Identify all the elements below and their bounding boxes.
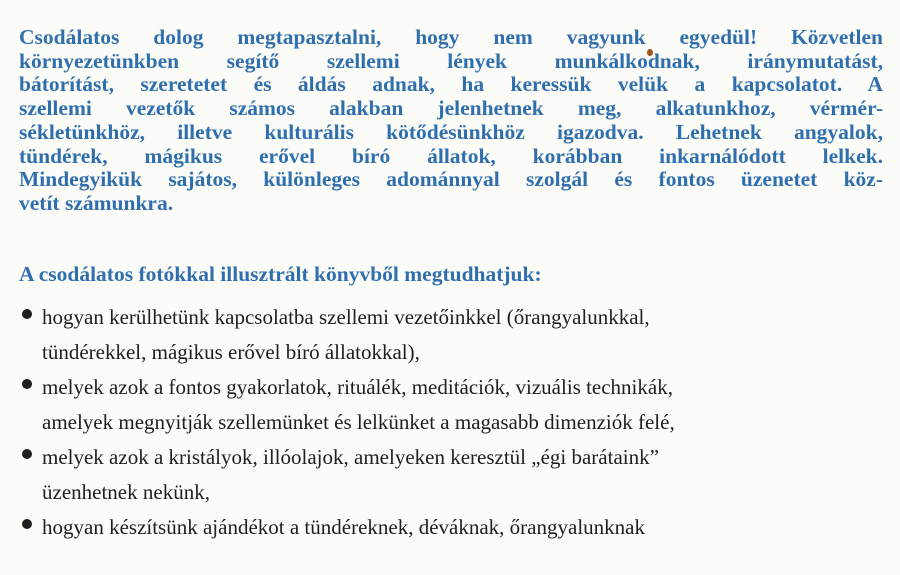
list-item — [22, 510, 882, 545]
list-item-line: melyek azok a fontos gyakorlatok, rituálék, meditációk, vizuális technikák, — [42, 375, 673, 399]
list-item-line: hogyan készítsünk ajándékot a tündéreknek, déváknak, őrangyalunknak — [42, 515, 645, 539]
intro-paragraph — [19, 26, 883, 216]
intro-line: tündérek, mágikus erővel bíró állatok, korábban inkarnálódott lelkek. — [19, 143, 883, 168]
bullet-icon — [22, 519, 32, 529]
intro-line: Csodálatos dolog megtapasztalni, hogy nem vagyunk egyedül! Közvetlen — [19, 25, 883, 49]
intro-line: sékletünkhöz, illetve kulturális kötődésünkhöz igazodva. Lehetnek angyalok, — [19, 119, 883, 144]
list-item-line: tündérekkel, mágikus erővel bíró állatokkal), — [42, 340, 420, 364]
intro-line: bátorítást, szeretetet és áldás adnak, ha keressük velük a kapcsolatot. A — [19, 72, 883, 97]
intro-line: szellemi vezetők számos alakban jelenhetnek meg, alkatunkhoz, vérmér- — [19, 96, 883, 121]
bullet-icon — [22, 309, 32, 319]
list-item-line: hogyan kerülhetünk kapcsolatba szellemi vezetőinkkel (őrangyalunkkal, — [42, 305, 650, 329]
list-item-line: amelyek megnyitják szellemünket és lelkünket a magasabb dimenziók felé, — [42, 410, 675, 434]
list-item — [22, 440, 882, 510]
list-item-line: melyek azok a kristályok, illóolajok, amelyeken keresztül „égi barátaink” — [42, 445, 659, 469]
list-heading: A csodálatos fotókkal illusztrált könyvből megtudhatjuk: — [19, 262, 542, 286]
bullet-icon — [22, 449, 32, 459]
intro-line: környezetünkben segítő szellemi lények munkálkodnak, iránymutatást, — [19, 48, 883, 73]
list-item — [22, 300, 882, 370]
list-item — [22, 370, 882, 440]
bullet-list — [22, 300, 882, 545]
intro-line: vetít számunkra. — [19, 190, 174, 215]
intro-line: Mindegyikük sajátos, különleges adománnyal szolgál és fontos üzenetet köz- — [19, 167, 883, 192]
bullet-icon — [22, 379, 32, 389]
list-item-line: üzenhetnek nekünk, — [42, 480, 210, 504]
